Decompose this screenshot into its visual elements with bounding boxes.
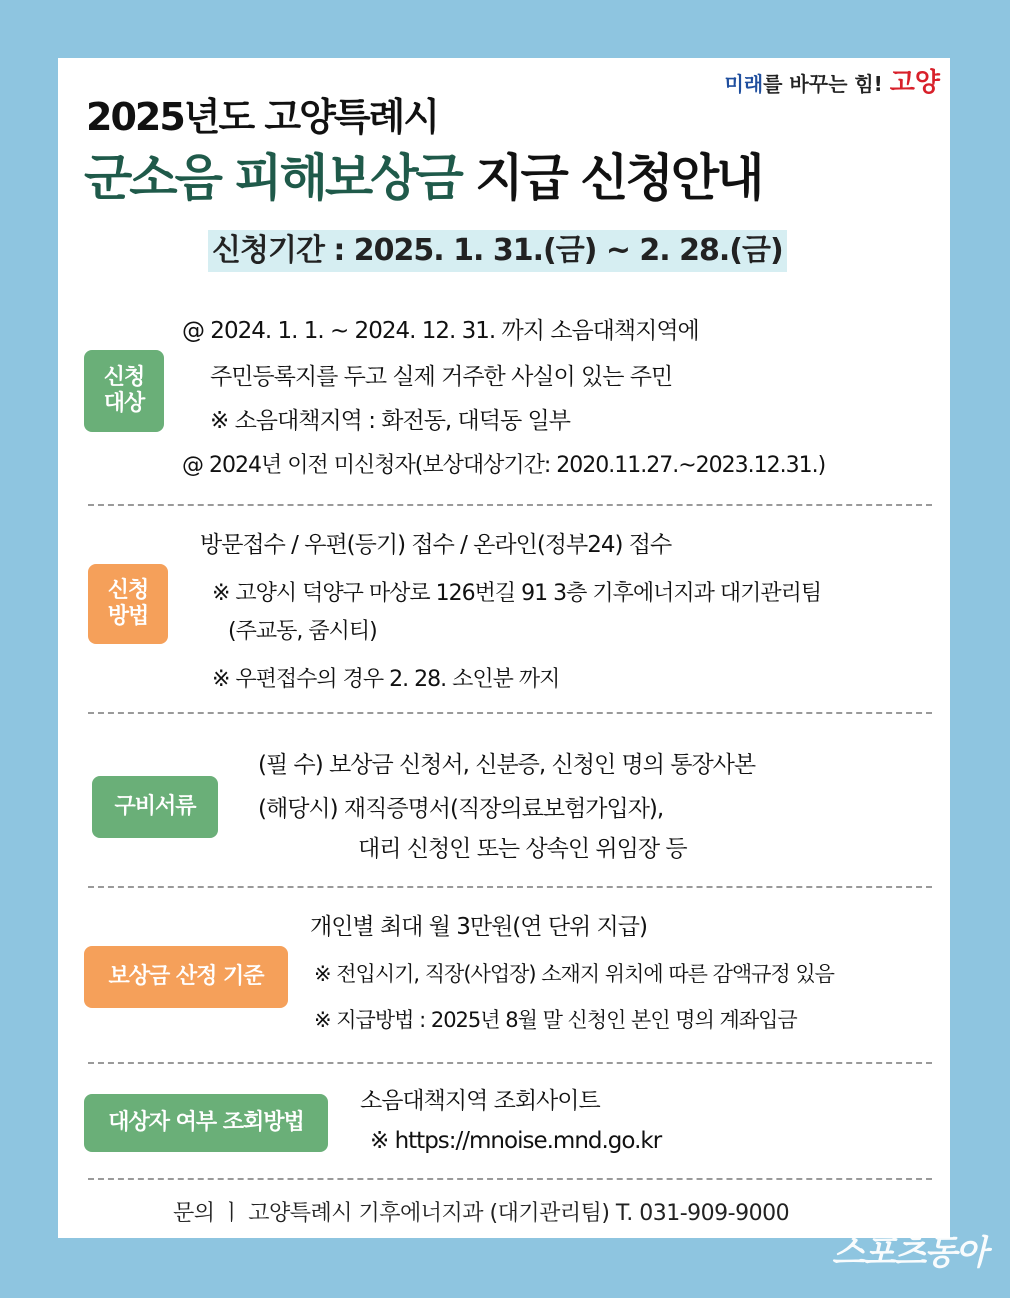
lookup-url[interactable]: ※ https://mnoise.mnd.go.kr (370, 1128, 662, 1154)
badge-method (88, 564, 168, 644)
divider-4 (88, 1062, 932, 1064)
notice-card (58, 58, 950, 1238)
slogan (725, 62, 941, 99)
title-highlight: 군소음 피해보상금 (84, 149, 461, 207)
method-line-3: (주교동, 줌시티) (228, 619, 377, 644)
divider-5 (88, 1178, 932, 1180)
method-line-1: 방문접수 / 우편(등기) 접수 / 온라인(정부24) 접수 (200, 532, 672, 558)
documents-line-2: (해당시) 재직증명서(직장의료보험가입자), (258, 796, 664, 822)
application-period: 신청기간 : 2025. 1. 31.(금) ~ 2. 28.(금) (208, 230, 787, 272)
badge-method-line1: 신청 (107, 577, 149, 603)
slogan-blue: 미래 (724, 72, 764, 96)
badge-target-line2: 대상 (103, 391, 145, 416)
badge-documents: 구비서류 (92, 776, 218, 838)
badge-method-line2: 방법 (107, 604, 149, 629)
target-line-4: @ 2024년 이전 미신청자(보상대상기간: 2020.11.27.~2023.12.31.) (182, 453, 826, 478)
lookup-line-1: 소음대책지역 조회사이트 (360, 1088, 600, 1114)
badge-criteria: 보상금 산정 기준 (84, 946, 288, 1008)
criteria-line-1: 개인별 최대 월 3만원(연 단위 지급) (310, 914, 647, 940)
slogan-red: 고양 (889, 68, 940, 98)
contact-footer: 문의 ㅣ 고양특례시 기후에너지과 (대기관리팀) T. 031-909-9000 (173, 1201, 790, 1226)
divider-3 (88, 886, 932, 888)
documents-line-1: (필 수) 보상금 신청서, 신분증, 신청인 명의 통장사본 (258, 752, 756, 778)
method-line-2: ※ 고양시 덕양구 마상로 126번길 91 3층 기후에너지과 대기관리팀 (212, 581, 822, 606)
target-line-2: 주민등록지를 두고 실제 거주한 사실이 있는 주민 (210, 364, 673, 390)
slogan-mid: 를 바꾸는 힘! (763, 72, 890, 96)
title-rest: 지급 신청안내 (460, 149, 762, 207)
documents-line-3: 대리 신청인 또는 상속인 위임장 등 (358, 836, 687, 862)
title-line1: 2025년도 고양특례시 (86, 95, 438, 139)
target-line-1: @ 2024. 1. 1. ~ 2024. 12. 31. 까지 소음대책지역에 (182, 318, 699, 344)
title-line2 (84, 138, 761, 210)
badge-target-line1: 신청 (103, 364, 145, 390)
divider-1 (88, 504, 932, 506)
badge-lookup: 대상자 여부 조회방법 (84, 1094, 328, 1152)
method-line-4: ※ 우편접수의 경우 2. 28. 소인분 까지 (212, 667, 560, 692)
criteria-line-2: ※ 전입시기, 직장(사업장) 소재지 위치에 따른 감액규정 있음 (314, 962, 834, 986)
newspaper-watermark: 스포츠동아 (831, 1233, 986, 1273)
target-line-3: ※ 소음대책지역 : 화전동, 대덕동 일부 (210, 408, 570, 434)
divider-2 (88, 712, 932, 714)
criteria-line-3: ※ 지급방법 : 2025년 8월 말 신청인 본인 명의 계좌입금 (314, 1008, 797, 1032)
badge-target (84, 350, 164, 432)
